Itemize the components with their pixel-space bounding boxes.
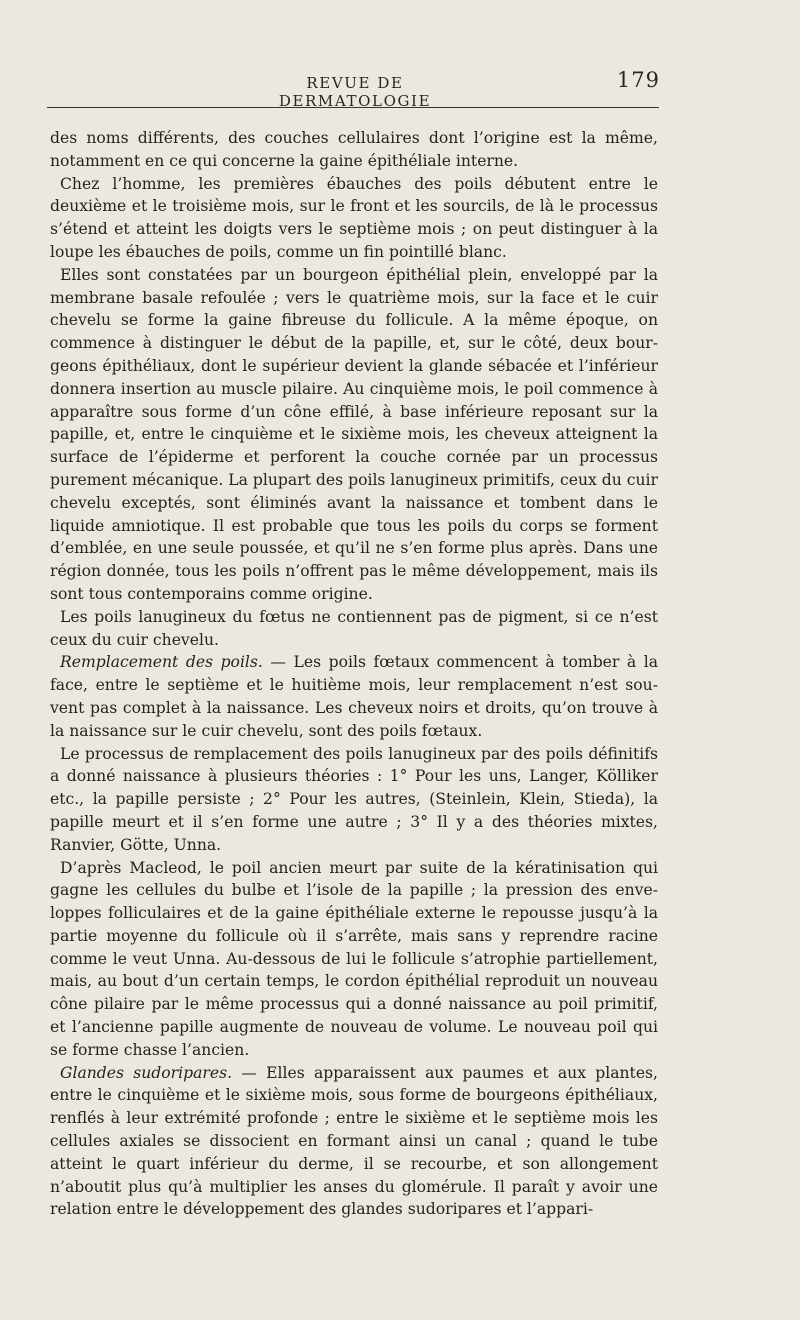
header-rule <box>47 107 659 108</box>
page-number: 179 <box>616 68 660 92</box>
body-text <box>50 127 658 1221</box>
running-title: REVUE DE DERMATOLOGIE <box>278 74 432 110</box>
paragraph: Elles sont constatées par un bourgeon épithélial plein, enveloppé par la membrane basale refoulée ; vers le quatrième mois, sur la face et le cuir chevelu se forme la gaine fibreuse du follicule. A la même époque, on commence à distinguer le début de la papille, et, sur le côté, deux bourgeons épithéliaux, dont le supérieur devient la glande sébacée et l’inférieur donnera insertion au muscle pilaire. Au cinquième mois, le poil commence à apparaître sous forme d’un cône effilé, à base inférieure reposant sur la papille, et, entre le cinquième et le sixième mois, les cheveux atteignent la surface de l’épiderme et perforent la couche cornée par un processus purement mécanique. La plupart des poils lanugineux primitifs, ceux du cuir chevelu exceptés, sont éliminés avant la naissance et tombent dans le liquide amniotique. Il est probable que tous les poils du corps se forment d’emblée, en une seule poussée, et qu’il ne s’en forme plus après. Dans une région donnée, tous les poils n’offrent pas le même développement, mais ils sont tous contemporains comme origine. <box>50 265 658 603</box>
paragraph: des noms différents, des couches cellulaires dont l’origine est la même, notamment en ce qui concerne la gaine épithéliale interne. <box>50 129 658 170</box>
paragraph: Les poils lanugineux du fœtus ne contiennent pas de pigment, si ce n’est ceux du cuir chevelu. <box>50 607 658 649</box>
paragraph: Le processus de remplacement des poils lanugineux par des poils définitifs a donné naissance à plusieurs théories : 1° Pour les uns, Langer, Kölliker etc., la papille persiste ; 2° Pour les autres, (Steinlein, Klein, Stieda), la papille meurt et il s’en forme une autre ; 3° Il y a des théories mixtes, Ranvier, Götte, Unna. <box>50 744 658 854</box>
section-heading-remplacement: Remplacement des poils. <box>60 653 263 672</box>
paragraph: Chez l’homme, les premières ébauches des poils débutent entre le deuxième et le troisième mois, sur le front et les sourcils, de là le processus s’étend et atteint les doigts vers le septième mois ; on peut distinguer à la loupe les ébauches de poils, comme un fin pointillé blanc. <box>50 174 658 261</box>
page-header <box>0 0 800 112</box>
paragraph-text: — Elles apparaissent aux paumes et aux plantes, entre le cinquième et le sixième mois, sous forme de bourgeons épithéliaux, renflés à leur extrémité profonde ; entre le sixième et le septième mois les cellules axiales se dissocient en formant ainsi un canal ; quand le tube atteint le quart inférieur du derme, il se recourbe, et son allongement n’aboutit plus qu’à multiplier les anses du glomérule. Il paraît y avoir une relation entre le développement des glandes sudoripares et l’appari- <box>50 1063 659 1219</box>
paragraph-text: — Les poils fœtaux commencent à tomber à la face, entre le septième et le huitième mois, leur remplacement n’est souvent pas complet à la naissance. Les cheveux noirs et droits, qu’on trouve à la naissance sur le cuir chevelu, sont des poils fœtaux. <box>50 653 658 740</box>
paragraph: D’après Macleod, le poil ancien meurt par suite de la kératinisation qui gagne les cellules du bulbe et l’isole de la papille ; la pression des enveloppes folliculaires et de la gaine épithéliale externe le repousse jusqu’à la partie moyenne du follicule où il s’arrête, mais sans y reprendre racine comme le veut Unna. Au-dessous de lui le follicule s’atrophie partiellement, mais, au bout d’un certain temps, le cordon épithélial reproduit un nouveau cône pilaire par le même processus qui a donné naissance au poil primitif, et l’ancienne papille augmente de nouveau de volume. Le nouveau poil qui se forme chasse l’ancien. <box>50 858 658 1059</box>
section-heading-glandes: Glandes sudoripares. <box>60 1063 233 1082</box>
paragraph-remplacement <box>50 651 658 742</box>
paragraph-glandes <box>50 1062 658 1222</box>
